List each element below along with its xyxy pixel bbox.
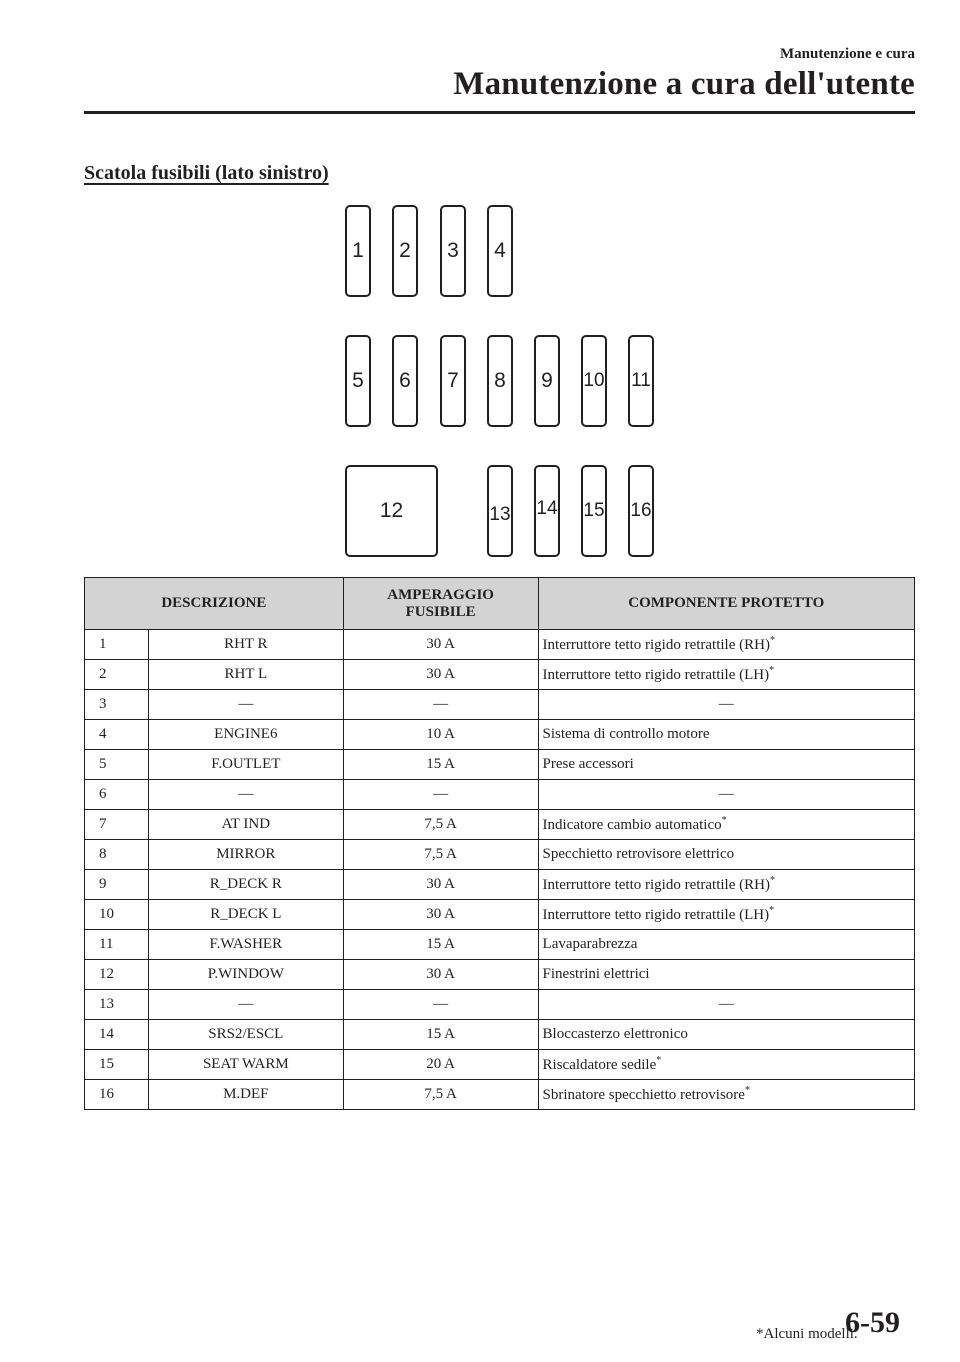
component-cell: Sistema di controllo motore: [538, 720, 914, 750]
description-cell: —: [148, 990, 343, 1020]
fuse-2: 2: [392, 205, 418, 297]
description-cell: R_DECK R: [148, 870, 343, 900]
description-cell: SEAT WARM: [148, 1050, 343, 1080]
fuse-number-cell: 9: [85, 870, 149, 900]
fuse-8: 8: [487, 335, 513, 427]
description-cell: P.WINDOW: [148, 960, 343, 990]
description-cell: —: [148, 780, 343, 810]
fuse-number-cell: 6: [85, 780, 149, 810]
fuse-10: 10: [581, 335, 607, 427]
component-cell: Bloccasterzo elettronico: [538, 1020, 914, 1050]
table-row: [85, 660, 915, 690]
component-cell: —: [538, 780, 914, 810]
amperage-cell: 30 A: [343, 960, 538, 990]
amperage-cell: 30 A: [343, 660, 538, 690]
table-header-row: [85, 578, 915, 630]
footnote-marker: *: [744, 1085, 750, 1096]
table-row: [85, 630, 915, 660]
description-cell: ENGINE6: [148, 720, 343, 750]
fuse-number-cell: 13: [85, 990, 149, 1020]
table-row: [85, 960, 915, 990]
fuse-number-cell: 14: [85, 1020, 149, 1050]
table-row: [85, 900, 915, 930]
fuse-1: 1: [345, 205, 371, 297]
fuse-15: 15: [581, 465, 607, 557]
section-header-title: Manutenzione a cura dell'utente: [453, 66, 915, 102]
fuse-number-cell: 12: [85, 960, 149, 990]
description-cell: —: [148, 690, 343, 720]
table-row: [85, 1020, 915, 1050]
amperage-cell: 7,5 A: [343, 1080, 538, 1110]
amperage-cell: 30 A: [343, 870, 538, 900]
component-cell: Interruttore tetto rigido retrattile (RH)*: [538, 870, 914, 900]
amperage-cell: 15 A: [343, 1020, 538, 1050]
amperage-cell: —: [343, 780, 538, 810]
amperage-cell: 30 A: [343, 630, 538, 660]
footnote-marker: *: [656, 1055, 662, 1066]
amperage-cell: 7,5 A: [343, 810, 538, 840]
table-row: [85, 780, 915, 810]
fuse-number-cell: 2: [85, 660, 149, 690]
component-cell: Riscaldatore sedile*: [538, 1050, 914, 1080]
table-row: [85, 720, 915, 750]
amperage-cell: 10 A: [343, 720, 538, 750]
footnote: *Alcuni modelli.: [756, 1326, 858, 1342]
component-cell: Specchietto retrovisore elettrico: [538, 840, 914, 870]
amperage-cell: 15 A: [343, 930, 538, 960]
component-cell: Lavaparabrezza: [538, 930, 914, 960]
amperage-cell: 20 A: [343, 1050, 538, 1080]
fuse-number-cell: 7: [85, 810, 149, 840]
fuse-table: [84, 577, 915, 1110]
fuse-13: 13: [487, 465, 513, 557]
component-cell: Indicatore cambio automatico*: [538, 810, 914, 840]
fuse-4: 4: [487, 205, 513, 297]
amperage-cell: —: [343, 990, 538, 1020]
chapter-title: Manutenzione e cura: [780, 46, 915, 62]
description-cell: F.WASHER: [148, 930, 343, 960]
fuse-9: 9: [534, 335, 560, 427]
footnote-marker: *: [721, 815, 727, 826]
fuse-11: 11: [628, 335, 654, 427]
fuse-number-cell: 5: [85, 750, 149, 780]
fuse-6: 6: [392, 335, 418, 427]
table-row: [85, 1050, 915, 1080]
component-cell: —: [538, 690, 914, 720]
fuse-number-cell: 11: [85, 930, 149, 960]
footnote-marker: *: [769, 635, 775, 646]
description-cell: AT IND: [148, 810, 343, 840]
table-row: [85, 840, 915, 870]
fuse-3: 3: [440, 205, 466, 297]
fuse-7: 7: [440, 335, 466, 427]
amperage-cell: 30 A: [343, 900, 538, 930]
component-cell: —: [538, 990, 914, 1020]
description-cell: MIRROR: [148, 840, 343, 870]
description-cell: F.OUTLET: [148, 750, 343, 780]
description-cell: RHT R: [148, 630, 343, 660]
table-row: [85, 930, 915, 960]
amperage-cell: 7,5 A: [343, 840, 538, 870]
component-cell: Interruttore tetto rigido retrattile (LH)*: [538, 900, 914, 930]
table-row: [85, 1080, 915, 1110]
fuse-number-cell: 16: [85, 1080, 149, 1110]
fuse-16: 16: [628, 465, 654, 557]
fuse-number-cell: 15: [85, 1050, 149, 1080]
footnote-marker: *: [769, 875, 775, 886]
fuse-12: 12: [345, 465, 438, 557]
fuse-number-cell: 3: [85, 690, 149, 720]
footnote-marker: *: [769, 905, 775, 916]
fuse-number-cell: 10: [85, 900, 149, 930]
component-cell: Interruttore tetto rigido retrattile (LH)*: [538, 660, 914, 690]
component-cell: Prese accessori: [538, 750, 914, 780]
fuse-5: 5: [345, 335, 371, 427]
section-title: Scatola fusibili (lato sinistro): [84, 162, 329, 184]
table-row: [85, 870, 915, 900]
component-cell: Finestrini elettrici: [538, 960, 914, 990]
table-row: [85, 750, 915, 780]
fuse-number-cell: 4: [85, 720, 149, 750]
page-number: 6-59: [845, 1306, 900, 1339]
header-description: DESCRIZIONE: [85, 578, 344, 630]
description-cell: RHT L: [148, 660, 343, 690]
description-cell: M.DEF: [148, 1080, 343, 1110]
header-component: COMPONENTE PROTETTO: [538, 578, 914, 630]
table-row: [85, 810, 915, 840]
header-amperage: AMPERAGGIO FUSIBILE: [343, 578, 538, 630]
description-cell: SRS2/ESCL: [148, 1020, 343, 1050]
table-row: [85, 990, 915, 1020]
header-rule: [84, 111, 915, 114]
component-cell: Sbrinatore specchietto retrovisore*: [538, 1080, 914, 1110]
description-cell: R_DECK L: [148, 900, 343, 930]
fuse-number-cell: 8: [85, 840, 149, 870]
component-cell: Interruttore tetto rigido retrattile (RH)*: [538, 630, 914, 660]
fuse-14: 14: [534, 465, 560, 557]
amperage-cell: —: [343, 690, 538, 720]
footnote-marker: *: [769, 665, 775, 676]
fuse-number-cell: 1: [85, 630, 149, 660]
table-row: [85, 690, 915, 720]
amperage-cell: 15 A: [343, 750, 538, 780]
